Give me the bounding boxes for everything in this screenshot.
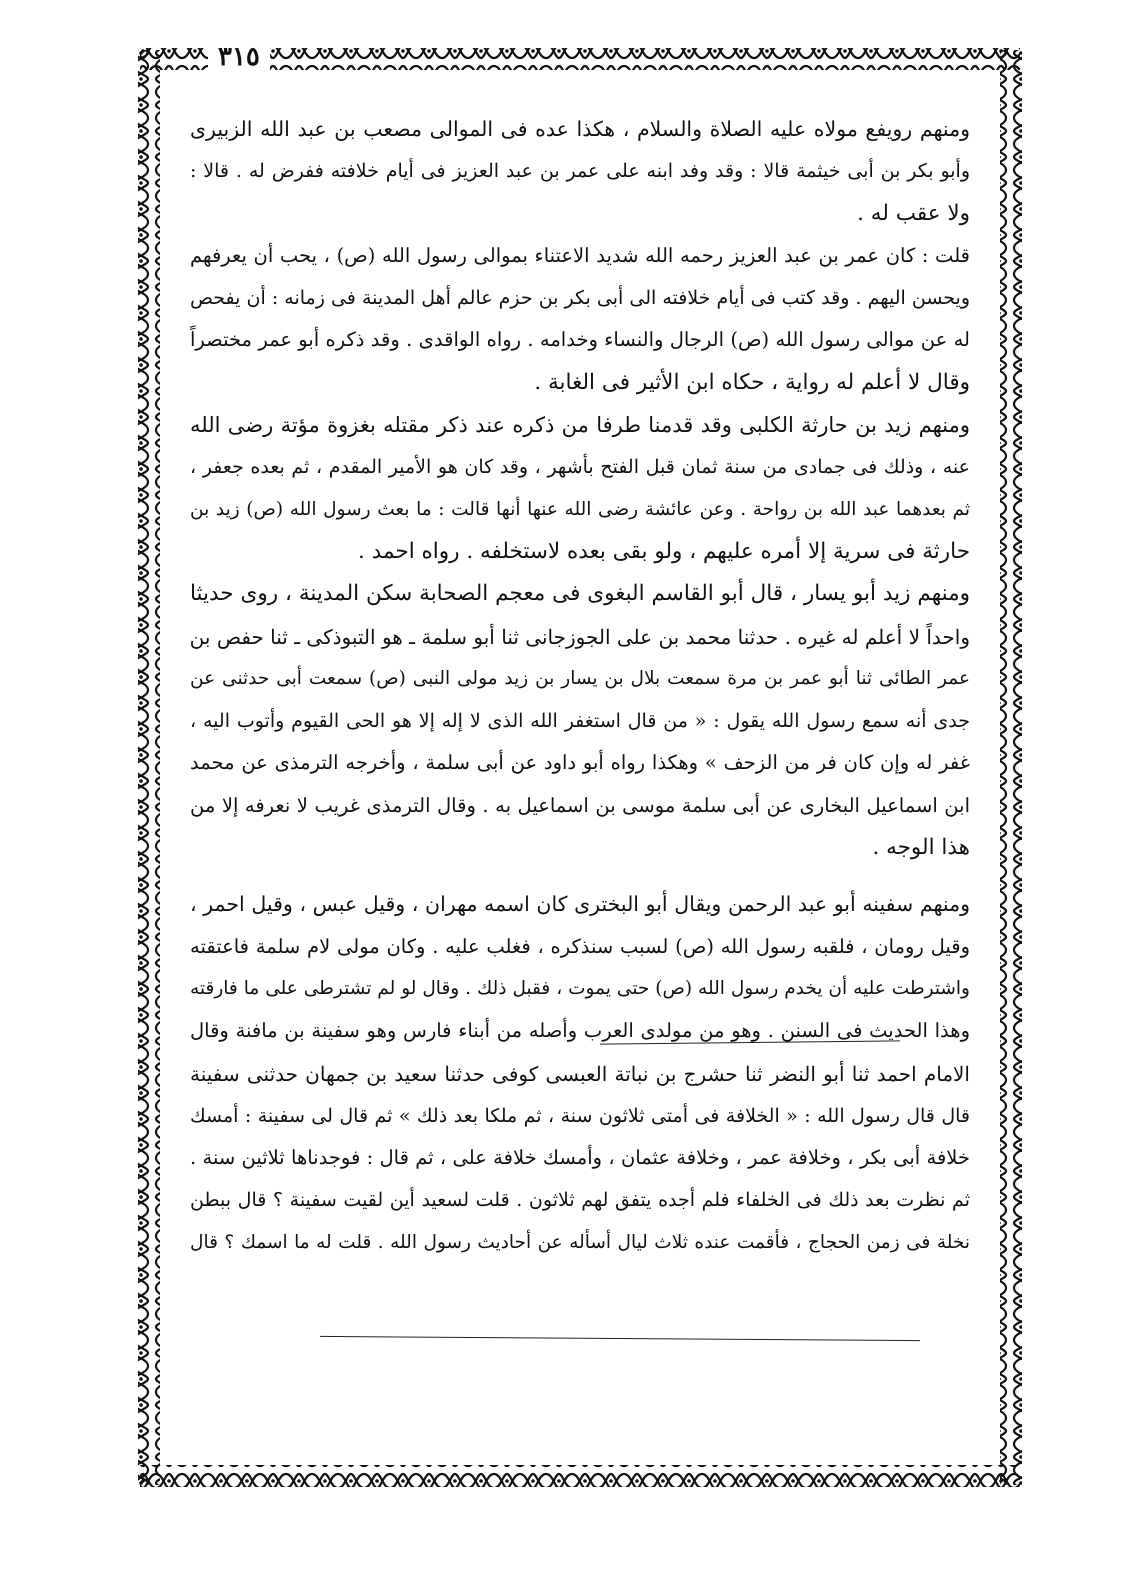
- text-line: غفر له وإن كان فر من الزحف » وهكذا رواه أبو داود عن أبى سلمة ، وأخرجه الترمذى عن محمد: [190, 751, 970, 775]
- text-line: الامام احمد ثنا أبو النضر ثنا حشرج بن نباتة العبسى كوفى حدثنا سعيد بن جمهان حدثنى سفينة: [190, 1061, 970, 1086]
- text-line: واحداً لا أعلم له غيره . حدثنا محمد بن على الجوزجانى ثنا أبو سلمة ـ هو التبوذكى ـ ثنا حفص بن: [189, 624, 970, 649]
- paragraph-zayd-haritha: [190, 404, 970, 573]
- text-line: ومنهم رويفع مولاه عليه الصلاة والسلام ، هكذا عده فى الموالى مصعب بن عبد الله الزبيرى: [190, 117, 970, 141]
- text-line: حارثة فى سرية إلا أمره عليهم ، ولو بقى بعده لاستخلفه . رواه احمد .: [358, 538, 970, 564]
- paragraph-zayd-abu-yasar: [190, 573, 970, 869]
- text-line: جدى أنه سمع رسول الله يقول : « من قال استغفر الله الذى لا إله إلا هو الحى القيوم وأتوب اليه ،: [190, 710, 970, 733]
- text-line: خلافة أبى بكر ، وخلافة عمر ، وخلافة عثمان ، وأمسك خلافة على ، ثم قال : فوجدناها ثلاثين سنة .: [190, 1146, 970, 1170]
- text-line: وقيل رومان ، فلقبه رسول الله (ص) لسبب سنذكره ، فغلب عليه . وكان مولى لام سلمة فاعتقته: [190, 934, 970, 958]
- text-line: وقال لا أعلم له رواية ، حكاه ابن الأثير فى الغابة .: [534, 369, 970, 395]
- text-line: ابن اسماعيل البخارى عن أبى سلمة موسى بن اسماعيل به . وقال الترمذى غريب لا نعرفه إلا من: [190, 793, 970, 817]
- text-line: ومنهم سفينه أبو عبد الرحمن ويقال أبو البخترى كان اسمه مهران ، وقيل عبس ، وقيل احمر ،: [190, 892, 970, 917]
- text-line: عنه ، وذلك فى جمادى من سنة ثمان قبل الفتح بأشهر ، وقد كان هو الأمير المقدم ، ثم بعده جعفر ،: [190, 456, 970, 479]
- paragraph-ruwayfi: [190, 108, 970, 235]
- text-line: عمر الطائى ثنا أبو عمر بن مرة سمعت بلال بن يسار بن زيد مولى النبى (ص) سمعت أبى حدثنى عن: [190, 667, 970, 689]
- text-line: ويحسن اليهم . وقد كتب فى أيام خلافته الى أبى بكر بن حزم عالم أهل المدينة فى زمانه : أن يفحص: [190, 287, 970, 310]
- text-line: ومنهم زيد بن حارثة الكلبى وقد قدمنا طرفا من ذكره عند ذكر مقتله بغزوة مؤتة رضى الله: [190, 413, 970, 438]
- text-line: وأبو بكر بن أبى خيثمة قالا : وقد وفد ابنه على عمر بن عبد العزيز فى أيام خلافته ففرض له . قالا :: [190, 160, 970, 183]
- text-line: ولا عقب له .: [857, 200, 970, 226]
- text-line: وهذا الحديث فى السنن . وهو من مولدى العرب وأصله من أبناء فارس وهو سفينة بن مافنة وقال: [190, 1019, 970, 1043]
- page-frame: [130, 40, 1030, 1495]
- text-line: ثم بعدهما عبد الله بن رواحة . وعن عائشة رضى الله عنها أنها قالت : ما بعث رسول الله (ص) زيد بن: [190, 498, 970, 520]
- text-line: قلت : كان عمر بن عبد العزيز رحمه الله شديد الاعتناء بموالى رسول الله (ص) ، يحب أن يعرفهم: [190, 243, 970, 267]
- text-line: ومنهم زيد أبو يسار ، قال أبو القاسم البغوى فى معجم الصحابة سكن المدينة ، روى حديثا: [190, 581, 970, 607]
- paragraph-safina: [190, 883, 970, 1264]
- paragraph-gap: [190, 869, 970, 883]
- text-line: واشترطت عليه أن يخدم رسول الله (ص) حتى يموت ، فقبل ذلك . وقال لو لم تشترطى على ما فارقته: [190, 977, 970, 999]
- text-line: قال قال رسول الله : « الخلافة فى أمتى ثلاثون سنة ، ثم ملكا بعد ذلك » ثم قال لى سفينة : أمسك: [190, 1104, 970, 1127]
- text-line: نخلة فى زمن الحجاج ، فأقمت عنده ثلاث ليال أسأله عن أحاديث رسول الله . قلت له ما اسمك ؟ قال: [190, 1231, 970, 1253]
- paragraph-umar-note: [190, 235, 970, 404]
- text-line: هذا الوجه .: [872, 835, 970, 861]
- page-number: ٣١٥: [208, 40, 270, 74]
- page-body: [190, 108, 970, 1488]
- text-line: ثم نظرت بعد ذلك فى الخلفاء فلم أجده يتفق لهم ثلاثون . قلت لسعيد أين لقيت سفينة ؟ قال ببطن: [190, 1189, 970, 1212]
- text-line: له عن موالى رسول الله (ص) الرجال والنساء وخدامه . رواه الواقدى . وقد ذكره أبو عمر مختصراً: [190, 328, 970, 352]
